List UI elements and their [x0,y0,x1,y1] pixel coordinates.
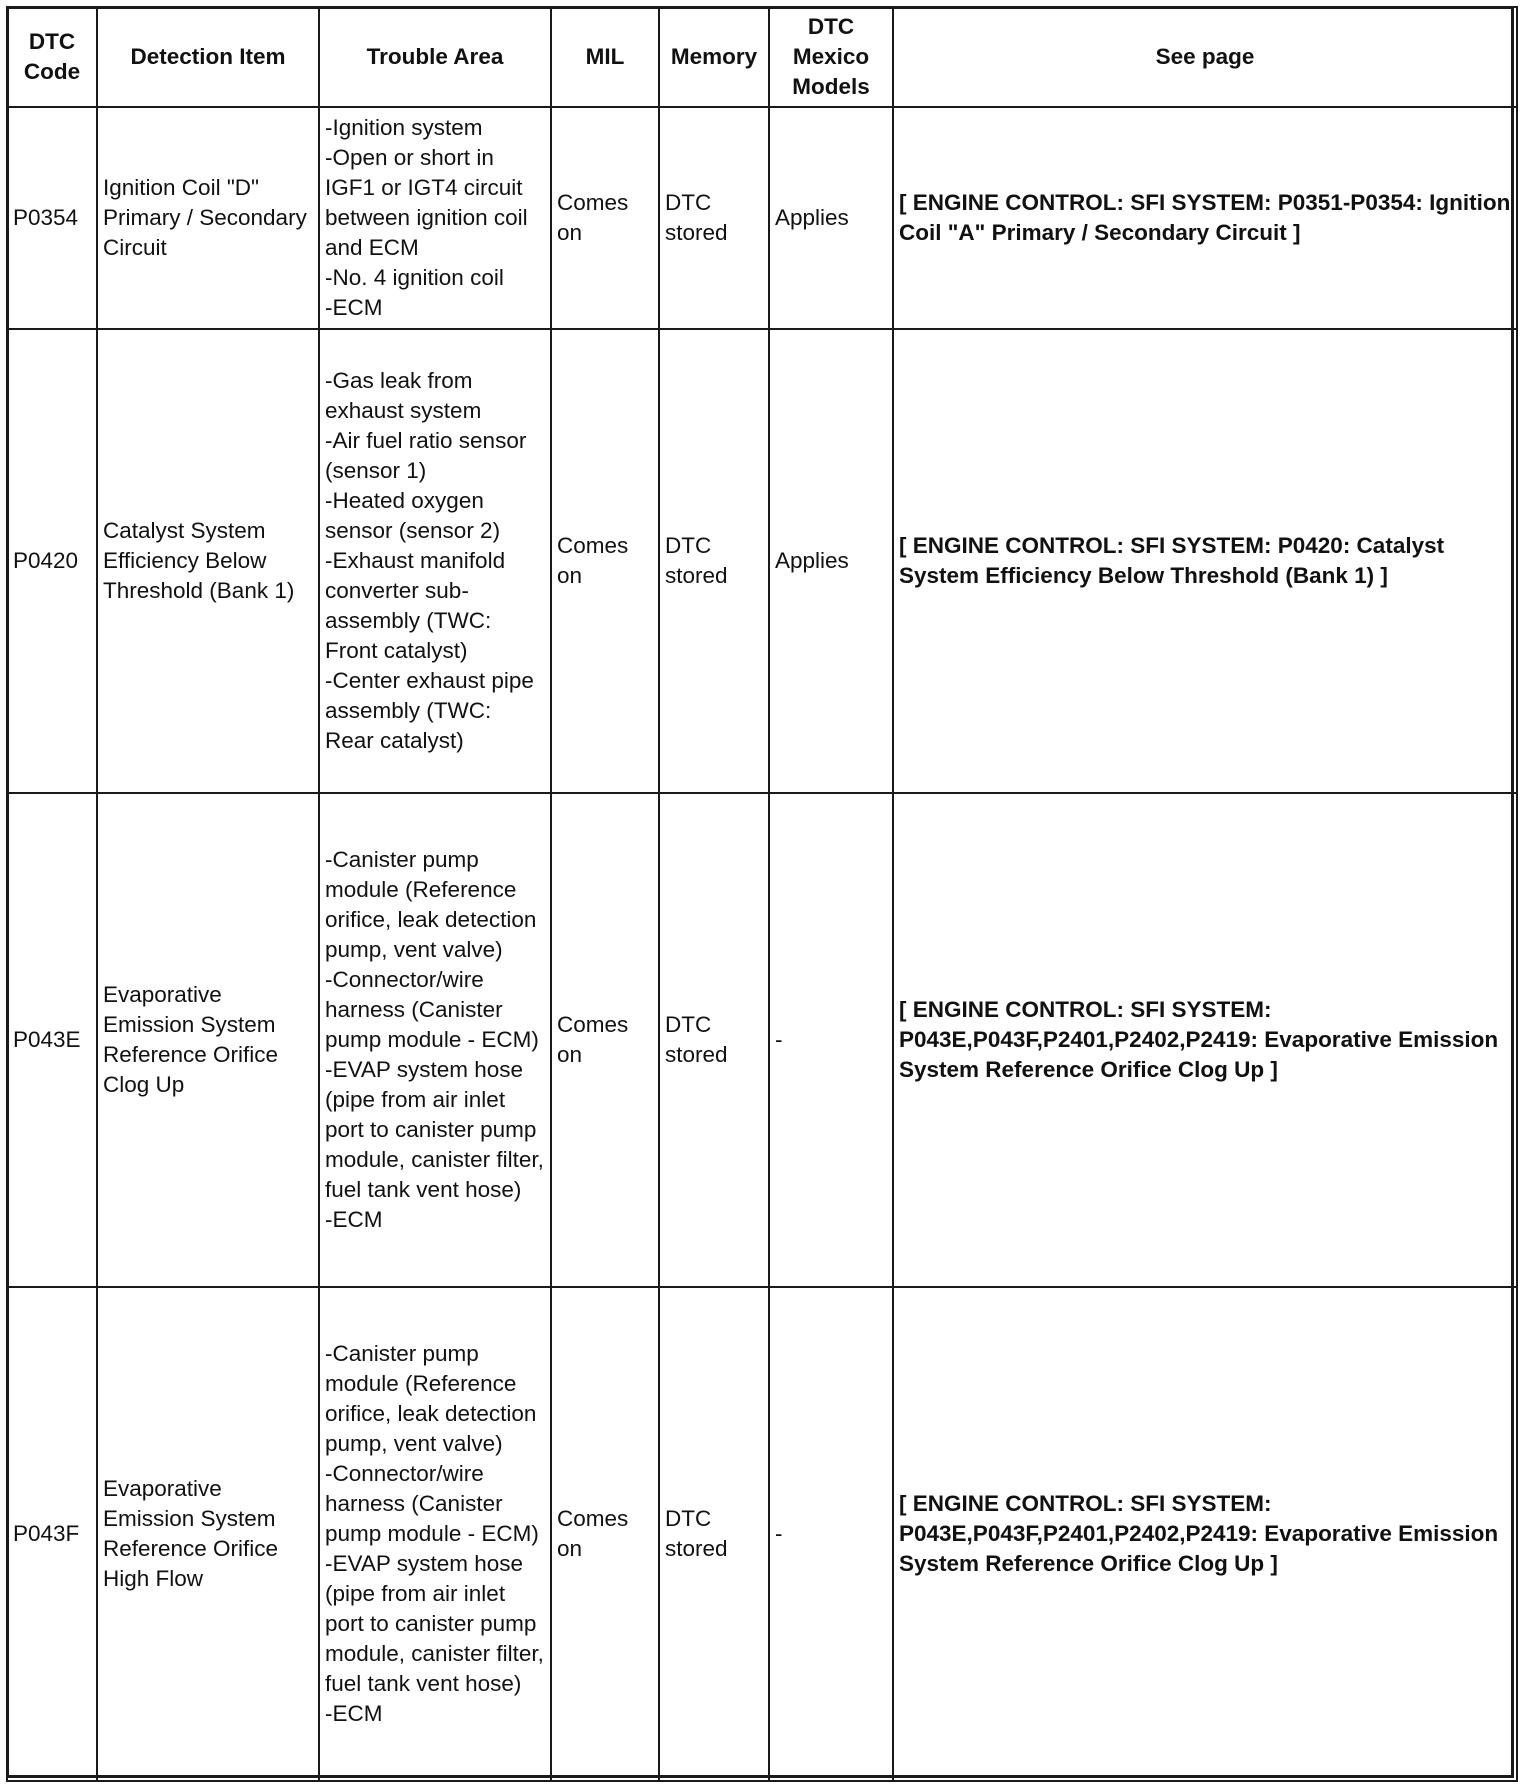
header-detection-item: Detection Item [97,7,319,107]
see-page-link[interactable]: [ ENGINE CONTROL: SFI SYSTEM: P0420: Catalyst System Efficiency Below Threshold (Bank 1) ] [899,533,1445,588]
table-header-row [7,7,1517,107]
header-dtc-code: DTC Code [7,7,97,107]
see-page-link[interactable]: [ ENGINE CONTROL: SFI SYSTEM: P043E,P043F,P2401,P2402,P2419: Evaporative Emission System Reference Orifice Clog Up ] [899,997,1499,1082]
dtc-table [6,6,1518,1782]
see-page-cell [893,329,1517,793]
mexico-models-cell: Applies [769,107,893,329]
see-page-cell [893,1287,1517,1781]
mil-cell: Comes on [551,329,659,793]
memory-cell: DTC stored [659,329,769,793]
detection-item-cell: Catalyst System Efficiency Below Threshold (Bank 1) [97,329,319,793]
see-page-cell [893,793,1517,1287]
header-mil: MIL [551,7,659,107]
detection-item-cell: Ignition Coil "D" Primary / Secondary Circuit [97,107,319,329]
mexico-models-cell: - [769,793,893,1287]
dtc-code-cell: P043F [7,1287,97,1781]
detection-item-cell: Evaporative Emission System Reference Orifice High Flow [97,1287,319,1781]
table-row [7,793,1517,1287]
table-row [7,1287,1517,1781]
detection-item-cell: Evaporative Emission System Reference Orifice Clog Up [97,793,319,1287]
trouble-area-cell: -Canister pump module (Reference orifice, leak detection pump, vent valve) -Connector/wire harness (Canister pump module - ECM) -EVAP system hose (pipe from air inlet port to canister pump module, canister filter, fuel tank vent hose) -ECM [319,793,551,1287]
see-page-cell [893,107,1517,329]
mexico-models-cell: - [769,1287,893,1781]
see-page-link[interactable]: [ ENGINE CONTROL: SFI SYSTEM: P043E,P043F,P2401,P2402,P2419: Evaporative Emission System Reference Orifice Clog Up ] [899,1491,1499,1576]
table-row [7,329,1517,793]
see-page-link[interactable]: [ ENGINE CONTROL: SFI SYSTEM: P0351-P0354: Ignition Coil "A" Primary / Secondary Circuit ] [899,190,1511,245]
header-trouble-area: Trouble Area [319,7,551,107]
memory-cell: DTC stored [659,1287,769,1781]
dtc-code-cell: P043E [7,793,97,1287]
dtc-code-cell: P0420 [7,329,97,793]
mil-cell: Comes on [551,793,659,1287]
trouble-area-cell: -Ignition system -Open or short in IGF1 or IGT4 circuit between ignition coil and ECM -No. 4 ignition coil -ECM [319,107,551,329]
mexico-models-cell: Applies [769,329,893,793]
header-dtc-mexico-models: DTC Mexico Models [769,7,893,107]
table-row [7,107,1517,329]
mil-cell: Comes on [551,107,659,329]
memory-cell: DTC stored [659,793,769,1287]
mil-cell: Comes on [551,1287,659,1781]
memory-cell: DTC stored [659,107,769,329]
trouble-area-cell: -Gas leak from exhaust system -Air fuel ratio sensor (sensor 1) -Heated oxygen sensor (sensor 2) -Exhaust manifold converter sub-assembly (TWC: Front catalyst) -Center exhaust pipe assembly (TWC: Rear catalyst) [319,329,551,793]
dtc-code-cell: P0354 [7,107,97,329]
header-memory: Memory [659,7,769,107]
header-see-page: See page [893,7,1517,107]
trouble-area-cell: -Canister pump module (Reference orifice, leak detection pump, vent valve) -Connector/wire harness (Canister pump module - ECM) -EVAP system hose (pipe from air inlet port to canister pump module, canister filter, fuel tank vent hose) -ECM [319,1287,551,1781]
